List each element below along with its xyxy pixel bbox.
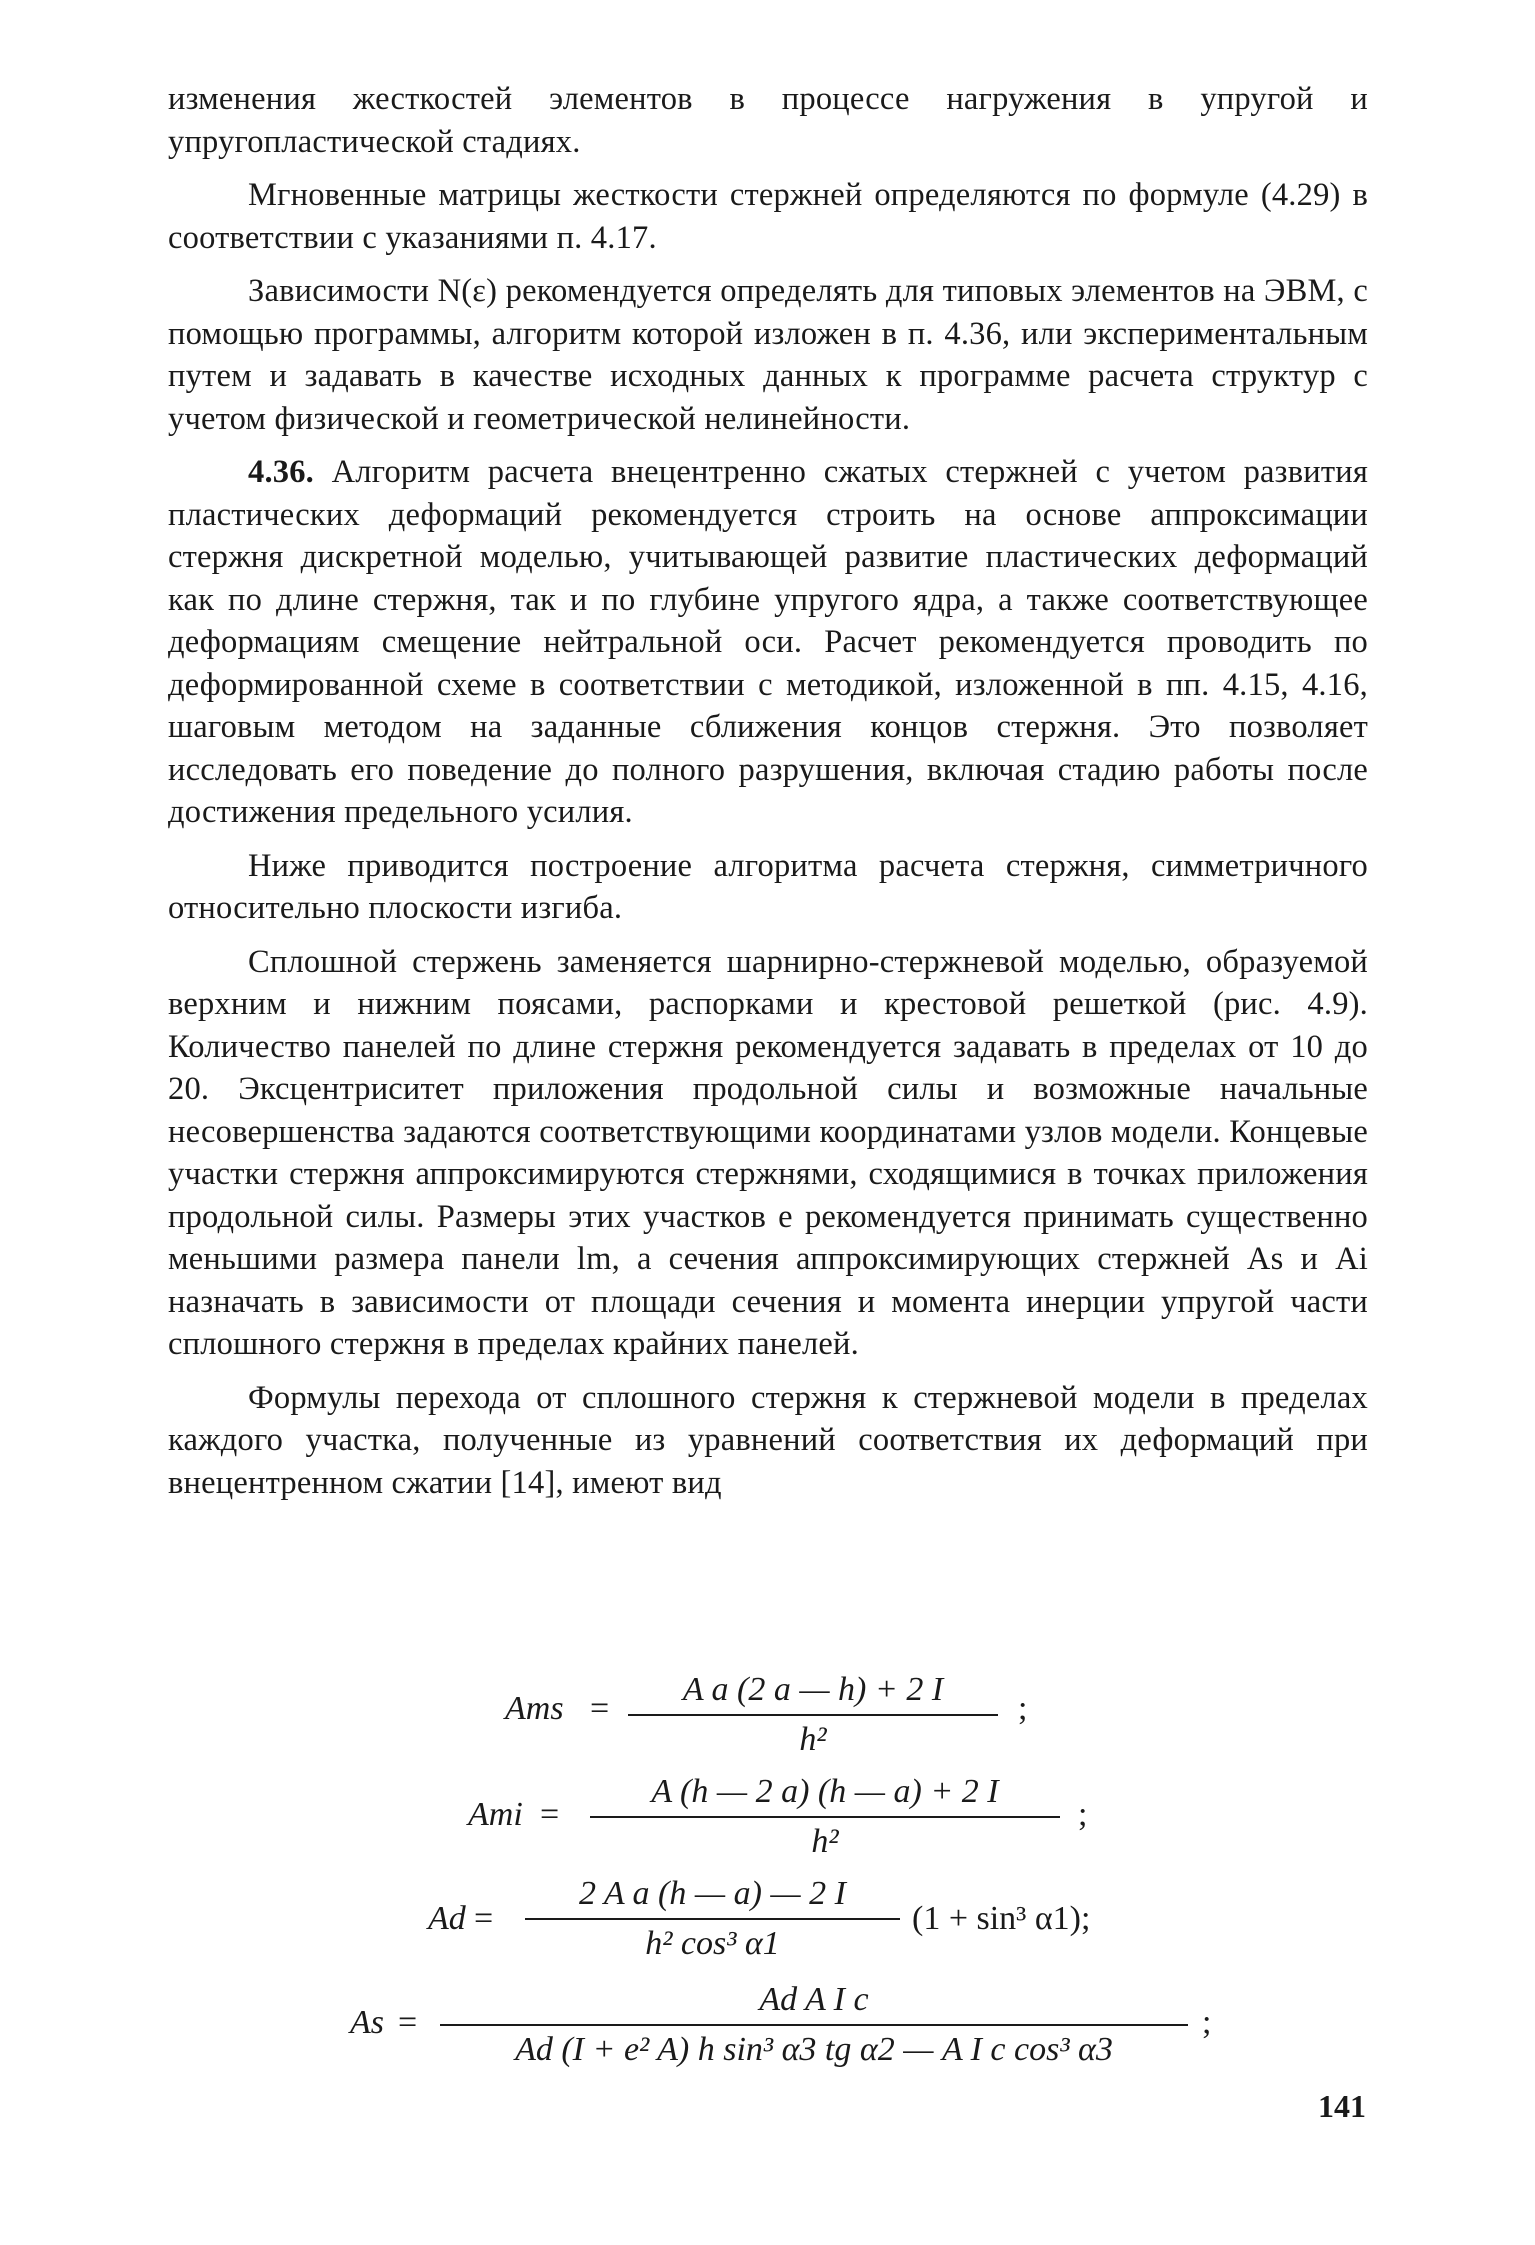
page-number: 141 xyxy=(1318,2088,1366,2124)
numerator: A a (2 a — h) + 2 I xyxy=(682,1671,944,1708)
fraction xyxy=(525,1872,900,1966)
paragraph-4-36 xyxy=(168,451,1368,834)
fraction-bar xyxy=(525,1918,900,1920)
paragraph-5: Ниже приводится построение алгоритма расчета стержня, симметричного относительно плоскости изгиба. xyxy=(168,847,1368,926)
section-text: Алгоритм расчета внецентренно сжатых стержней с учетом развития пластических деформаций рекомендуется строить на основе аппроксимации стержня дискретной моделью, учитывающей развитие пластических деформаций как по длине стержня, так и по глубине упругого ядра, а также соответствующее деформациям смещение нейтральной оси. Расчет рекомендуется проводить по деформированной схеме в соответствии с методикой, изложенной в пп. 4.15, 4.16, шаговым методом на заданные сближения концов стержня. Это позволяет исследовать его поведение до полного разрушения, включая стадию работы после достижения предельного усилия. xyxy=(168,454,1368,830)
paragraph-2: Мгновенные матрицы жесткости стержней определяются по формуле (4.29) в соответствии с указаниями п. 4.17. xyxy=(168,177,1368,256)
numerator: Ad A I c xyxy=(759,1981,869,2018)
formula-tail: (1 + sin³ α1); xyxy=(912,1900,1091,1937)
equals-sign: = xyxy=(540,1796,560,1833)
formula-lhs: Ams xyxy=(505,1690,564,1727)
fraction xyxy=(440,1978,1188,2072)
formula-ad xyxy=(0,1872,1535,1972)
formula-ams xyxy=(0,1668,1535,1768)
paragraph-3: Зависимости N(ε) рекомендуется определять для типовых элементов на ЭВМ, с помощью программы, алгоритм которой изложен в п. 4.36, или экспериментальным путем и задавать в качестве исходных данных к программе расчета структур с учетом физической и геометрической нелинейности. xyxy=(168,273,1368,437)
numerator: 2 A a (h — a) — 2 I xyxy=(579,1875,846,1912)
fraction-bar xyxy=(590,1816,1060,1818)
denominator: Ad (I + e² A) h sin³ α3 tg α2 — A I c cos³ α3 xyxy=(515,2031,1113,2068)
formula-lhs: As xyxy=(350,2004,384,2041)
denominator: h² xyxy=(799,1721,827,1758)
fraction xyxy=(590,1770,1060,1864)
equals-sign: = xyxy=(474,1900,494,1937)
fraction-bar xyxy=(628,1714,998,1716)
page-body xyxy=(168,78,1368,1504)
formula-lhs: Ami xyxy=(468,1796,523,1833)
formula-ami xyxy=(0,1770,1535,1870)
numerator: A (h — 2 a) (h — a) + 2 I xyxy=(651,1773,999,1810)
equals-sign: = xyxy=(590,1690,610,1727)
denominator: h² cos³ α1 xyxy=(645,1925,780,1962)
paragraph-1: изменения жесткостей элементов в процессе нагружения в упругой и упругопластической стадиях. xyxy=(168,81,1368,160)
denominator: h² xyxy=(811,1823,839,1860)
formula-as xyxy=(0,1978,1535,2078)
paragraph-6: Сплошной стержень заменяется шарнирно-стержневой моделью, образуемой верхним и нижним поясами, распорками и крестовой решеткой (рис. 4.9). Количество панелей по длине стержня рекомендуется задавать в пределах от 10 до 20. Эксцентриситет приложения продольной силы и возможные начальные несовершенства задаются соответствующими координатами узлов модели. Концевые участки стержня аппроксимируются стержнями, сходящимися в точках приложения продольной силы. Размеры этих участков e рекомендуется принимать существенно меньшими размера панели lm, а сечения аппроксимирующих стержней As и Ai назначать в зависимости от площади сечения и момента инерции упругой части сплошного стержня в пределах крайних панелей. xyxy=(168,943,1368,1362)
fraction xyxy=(628,1668,998,1762)
formula-tail: ; xyxy=(1018,1690,1028,1727)
formula-tail: ; xyxy=(1078,1796,1088,1833)
formula-tail: ; xyxy=(1202,2004,1212,2041)
paragraph-7: Формулы перехода от сплошного стержня к стержневой модели в пределах каждого участка, полученные из уравнений соответствия их деформаций при внецентренном сжатии [14], имеют вид xyxy=(168,1379,1368,1501)
formula-lhs: Ad xyxy=(428,1900,466,1937)
section-number: 4.36. xyxy=(248,454,314,490)
equals-sign: = xyxy=(398,2004,418,2041)
fraction-bar xyxy=(440,2024,1188,2026)
